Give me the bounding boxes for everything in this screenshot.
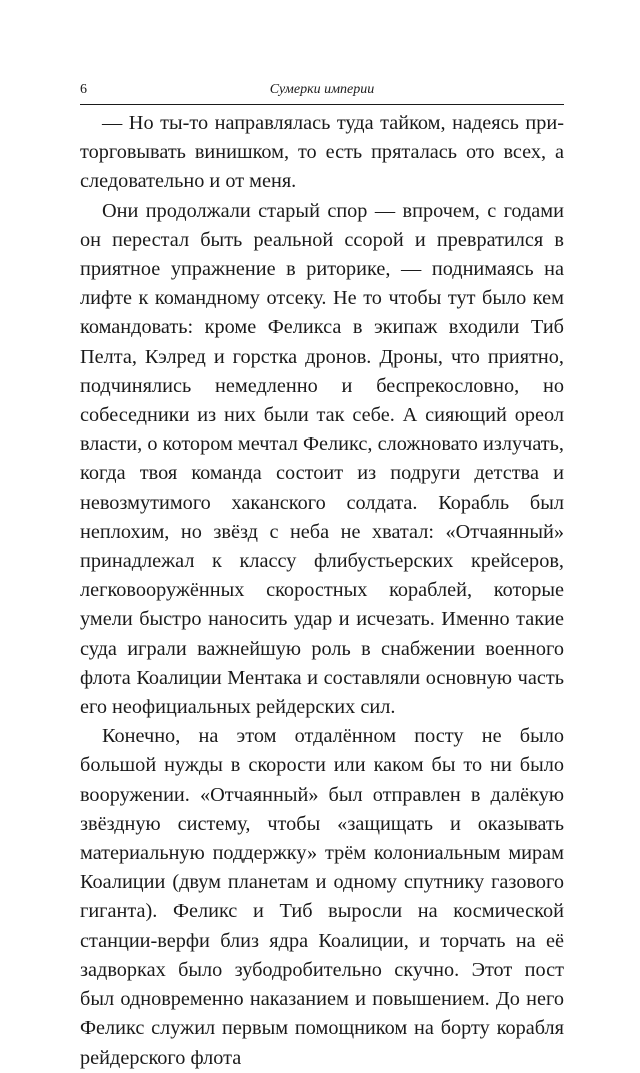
page-number: 6: [80, 82, 87, 97]
book-title: Сумерки империи: [269, 82, 375, 97]
header-rule: [80, 104, 564, 105]
paragraph-1: — Но ты-то направлялась туда тайком, надеясь приторговывать винишком, то есть пряталась ото всех, а следовательно и от меня.: [80, 112, 564, 193]
book-page: [80, 0, 564, 1069]
paragraph-3: Конечно, на этом отдалённом посту не было большой нужды в скорости или каком бы то ни было вооружении. «Отчаянный» был отправлен в далёкую звёздную систему, чтобы «защищать и оказывать материальную поддержку» трём колониальным мирам Коалиции (двум планетам и одному спутнику газового гиганта). Феликс и Тиб выросли на космической станции-верфи близ ядра Коалиции, и торчать на её задворках было зубодробительно скучно. Этот пост был одновременно наказанием и повышением. До него Феликс служил первым помощником на борту корабля рейдерского флота: [80, 725, 564, 1069]
paragraph-2: Они продолжали старый спор — впрочем, с годами он перестал быть реальной ссорой и превратился в приятное упражнение в риторике, — поднимаясь на лифте к командному отсеку. Не то чтобы тут было кем командовать: кроме Феликса в экипаж входили Тиб Пелта, Кэлред и горстка дронов. Дроны, что приятно, подчинялись немедленно и беспрекословно, но собеседники из них были так себе. А сияющий ореол власти, о котором мечтал Феликс, сложновато излучать, когда твоя команда состоит из подруги детства и невозмутимого хаканского солдата. Корабль был неплохим, но звёзд с неба не хватал: «Отчаянный» принадлежал к классу флибустьерских крейсеров, легковооружённых скоростных кораблей, которые умели быстро наносить удар и исчезать. Именно такие суда играли важнейшую роль в снабжении военного флота Коалиции Ментака и составляли основную часть его неофициальных рейдерских сил.: [80, 199, 564, 719]
running-head: [80, 80, 564, 100]
body-text: [80, 109, 564, 1073]
